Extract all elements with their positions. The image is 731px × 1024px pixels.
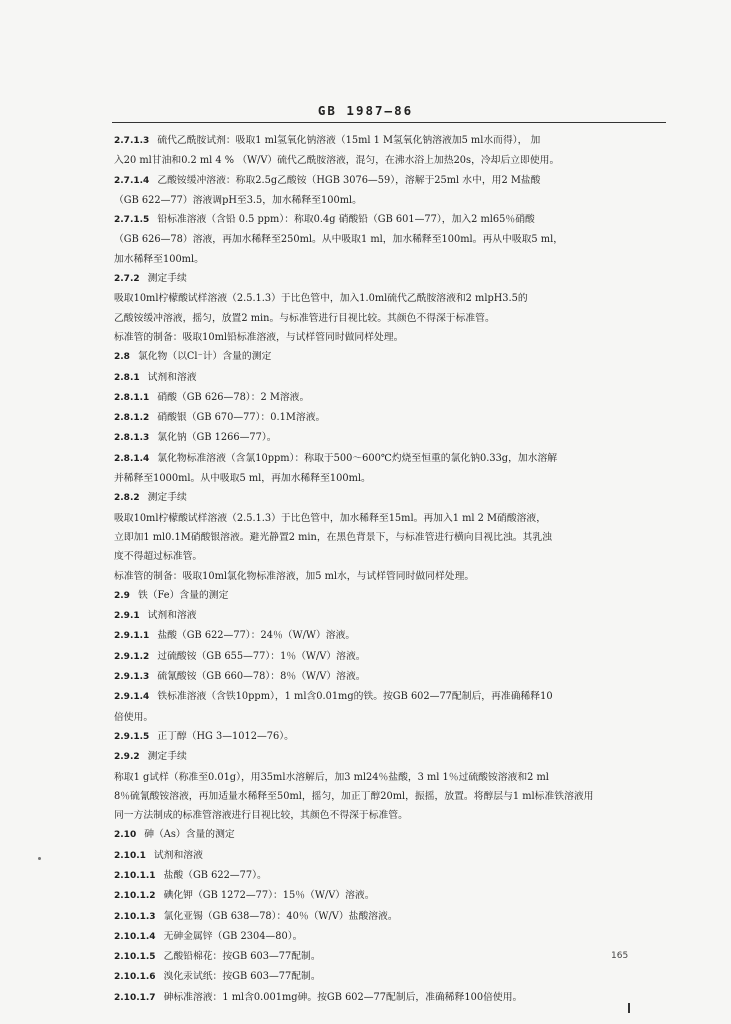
section-line	[114, 449, 666, 469]
body-line	[114, 328, 666, 347]
body-line	[114, 509, 666, 528]
section-line	[114, 907, 666, 927]
section-line	[114, 967, 666, 987]
line-text: 测定手续	[147, 751, 187, 763]
line-text: 并稀释至1000ml。从中吸取5 ml，再加水稀释至100ml。	[114, 473, 371, 485]
section-number: 2.10.1.5	[114, 952, 156, 963]
section-line	[114, 408, 666, 428]
body-line	[114, 708, 666, 727]
line-text: 乙酸铅棉花：按GB 603—77配制。	[163, 951, 321, 963]
section-line	[114, 626, 666, 646]
section-number: 2.7.2	[114, 274, 140, 285]
section-line	[114, 825, 666, 845]
section-line	[114, 927, 666, 947]
line-text: （GB 626—78）溶液，再加水稀释至250ml。从中吸取1 ml，加水稀释至100ml。再从中吸取5 ml，	[114, 234, 563, 246]
line-text: 称取1 g试样（称准至0.01g），用35ml水溶解后，加3 ml24％盐酸，3 ml 1％过硫酸铵溶液和2 ml	[114, 771, 549, 783]
section-number: 2.8.1.2	[114, 413, 150, 424]
line-text: 倍使用。	[114, 711, 154, 723]
line-text: 溴化汞试纸：按GB 603—77配制。	[163, 971, 321, 983]
section-number: 2.7.1.4	[114, 175, 150, 186]
line-text: 盐酸（GB 622—77）。	[163, 869, 267, 881]
section-number: 2.9.1.5	[114, 731, 150, 742]
section-line	[114, 171, 666, 191]
line-text: 硝酸（GB 626—78）：2 M溶液。	[157, 391, 310, 403]
line-text: 同一方法制成的标准管溶液进行目视比较，其颜色不得深于标准管。	[114, 810, 408, 822]
body-line	[114, 151, 666, 170]
line-text: 乙酸铵缓冲溶液，摇匀，放置2 min。与标准管进行目视比较。其颜色不得深于标准管。	[114, 312, 495, 324]
line-text: 度不得超过标准管。	[114, 551, 203, 563]
line-text: 乙酸铵缓冲溶液：称取2.5g乙酸铵（HGB 3076—59），溶解于25ml 水中，用2 M盐酸	[157, 174, 541, 186]
section-number: 2.9.1.2	[114, 651, 150, 662]
body-line	[114, 547, 666, 566]
line-text: 盐酸（GB 622—77）：24％（W/W）溶液。	[157, 630, 356, 642]
line-text: 试剂和溶液	[147, 610, 197, 622]
section-number: 2.7.1.5	[114, 215, 150, 226]
line-text: 试剂和溶液	[153, 849, 203, 861]
section-number: 2.9.1.4	[114, 692, 150, 703]
section-line	[114, 988, 666, 1008]
line-text: 吸取10ml柠檬酸试样溶液（2.5.1.3）于比色管中，加水稀释至15ml。再加入1 ml 2 M硝酸溶液，	[114, 512, 547, 524]
section-number: 2.8.1.3	[114, 433, 150, 444]
line-text: 氯化物（以Cl⁻计）含量的测定	[137, 351, 272, 363]
line-text: 过硫酸铵（GB 655—77）：1％（W/V）溶液。	[157, 650, 366, 662]
body-line	[114, 528, 666, 547]
section-number: 2.10.1.1	[114, 870, 156, 881]
scan-speck	[38, 857, 41, 860]
section-number: 2.8	[114, 352, 130, 363]
line-text: 8％硫氰酸铵溶液，再加适量水稀释至50ml，摇匀，加正丁醇20ml，振摇，放置。将醇层与1 ml标准铁溶液用	[114, 790, 594, 802]
body-line	[114, 250, 666, 269]
line-text: 砷标准溶液：1 ml含0.001mg砷。按GB 602—77配制后，准确稀释100倍使用。	[163, 991, 523, 1003]
section-number: 2.10.1.4	[114, 931, 156, 942]
section-line	[114, 368, 666, 388]
line-text: 硫代乙酰胺试剂：吸取1 ml氢氧化钠溶液（15ml 1 M氢氧化钠溶液加5 ml水而得）， 加	[157, 135, 541, 146]
body-line	[114, 768, 666, 787]
line-text: 标准管的制备：吸取10ml氯化物标准溶液，加5 ml水，与试样管同时做同样处理。	[114, 570, 475, 582]
line-text: 硫氰酸铵（GB 660—78）：8％（W/V）溶液。	[157, 671, 366, 683]
section-line	[114, 488, 666, 508]
section-line	[114, 269, 666, 289]
section-line	[114, 210, 666, 230]
header-rule	[112, 122, 666, 123]
section-line	[114, 131, 666, 151]
body-line	[114, 230, 666, 249]
section-line	[114, 586, 666, 606]
section-line	[114, 846, 666, 866]
section-line	[114, 667, 666, 687]
body-line	[114, 289, 666, 308]
section-number: 2.9.1.3	[114, 672, 150, 683]
section-number: 2.9	[114, 590, 130, 601]
body-line	[114, 191, 666, 210]
section-line	[114, 647, 666, 667]
scan-mark	[628, 1003, 630, 1013]
line-text: 硝酸银（GB 670—77）：0.1M溶液。	[157, 412, 326, 424]
section-line	[114, 606, 666, 626]
section-number: 2.9.1	[114, 611, 140, 622]
line-text: 铅标准溶液（含铅 0.5 ppm）：称取0.4g 硝酸铅（GB 601—77），加入2 ml65％硝酸	[157, 214, 535, 226]
line-text: （GB 622—77）溶液调pH至3.5，加水稀释至100ml。	[114, 194, 362, 206]
body-line	[114, 469, 666, 488]
section-line	[114, 727, 666, 747]
line-text: 正丁醇（HG 3—1012—76）。	[157, 730, 294, 742]
page-number: 165	[611, 951, 629, 961]
line-text: 测定手续	[147, 492, 187, 504]
section-line	[114, 886, 666, 906]
line-text: 氯化钠（GB 1266—77）。	[157, 432, 277, 444]
section-number: 2.8.1	[114, 372, 140, 383]
section-number: 2.8.2	[114, 493, 140, 504]
body-line	[114, 787, 666, 806]
section-number: 2.8.1.4	[114, 453, 150, 464]
line-text: 铁（Fe）含量的测定	[137, 589, 229, 601]
line-text: 加水稀释至100ml。	[114, 253, 204, 265]
section-line	[114, 428, 666, 448]
line-text: 无砷金属锌（GB 2304—80）。	[163, 930, 303, 942]
section-number: 2.10.1.7	[114, 992, 156, 1003]
section-line	[114, 388, 666, 408]
line-text: 氯化物标准溶液（含氯10ppm）：称取于500～600℃灼烧至恒重的氯化钠0.33g，加水溶解	[157, 452, 558, 464]
line-text: 砷（As）含量的测定	[144, 829, 235, 841]
section-number: 2.7.1.3	[114, 136, 150, 146]
section-number: 2.8.1.1	[114, 392, 150, 403]
line-text: 试剂和溶液	[147, 371, 197, 383]
section-line	[114, 947, 666, 967]
section-number: 2.9.1.1	[114, 631, 150, 642]
line-text: 入20 ml甘油和0.2 ml 4 % （W/V）硫代乙酰胺溶液，混匀，在沸水浴上加热20s，冷却后立即使用。	[114, 155, 560, 167]
section-number: 2.10.1.3	[114, 911, 156, 922]
section-number: 2.10.1.6	[114, 972, 156, 983]
body-line	[114, 806, 666, 825]
standard-header: GB 1987—86	[317, 103, 414, 118]
section-line	[114, 687, 666, 707]
line-text: 吸取10ml柠檬酸试样溶液（2.5.1.3）于比色管中，加入1.0ml硫代乙酰胺溶液和2 mlpH3.5的	[114, 293, 528, 305]
line-text: 铁标准溶液（含铁10ppm），1 ml含0.01mg的铁。按GB 602—77配制后，再准确稀释10	[157, 691, 553, 703]
section-line	[114, 747, 666, 767]
section-number: 2.10.1.2	[114, 891, 156, 902]
line-text: 立即加1 ml0.1M硝酸银溶液。避光静置2 min，在黑色背景下，与标准管进行横向目视比浊。其乳浊	[114, 531, 552, 543]
line-text: 测定手续	[147, 273, 187, 285]
line-text: 氯化亚锡（GB 638—78）：40％（W/V）盐酸溶液。	[163, 910, 398, 922]
section-number: 2.10	[114, 830, 137, 841]
section-number: 2.9.2	[114, 752, 140, 763]
document-body	[114, 131, 666, 1008]
body-line	[114, 567, 666, 586]
section-line	[114, 347, 666, 367]
section-line	[114, 866, 666, 886]
section-number: 2.10.1	[114, 850, 146, 861]
body-line	[114, 309, 666, 328]
line-text: 标准管的制备：吸取10ml铅标准溶液，与试样管同时做同样处理。	[114, 331, 404, 343]
line-text: 碘化钾（GB 1272—77）：15％（W/V）溶液。	[163, 890, 375, 902]
